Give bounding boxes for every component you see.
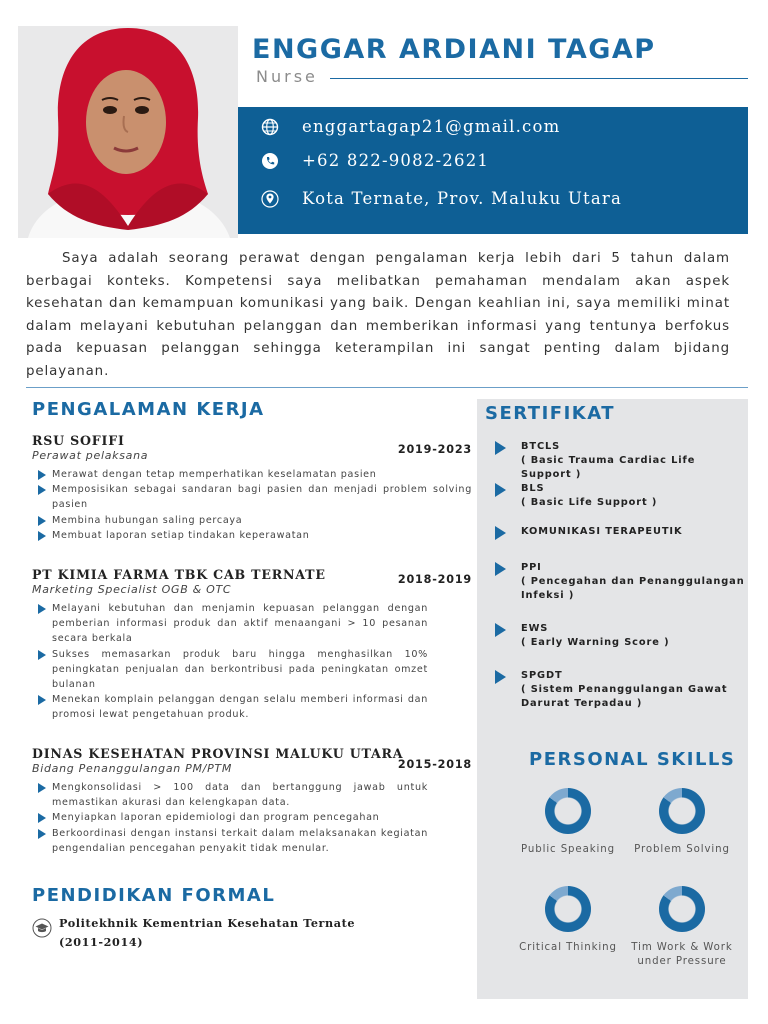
list-item: Merawat dengan tetap memperhatikan keselamatan pasien	[32, 467, 472, 482]
school-name: Politekhnik Kementrian Kesehatan Ternate	[59, 916, 356, 930]
skill-label: Public Speaking	[521, 844, 615, 855]
certificate-item	[495, 669, 745, 711]
certificate-item	[495, 440, 745, 482]
certificate-desc: ( Pencegahan dan Penanggulangan Infeksi )	[521, 576, 745, 601]
arrow-icon	[495, 526, 506, 540]
list-item: Membuat laporan setiap tindakan keperawatan	[32, 528, 472, 543]
job-duties	[32, 780, 428, 856]
job-duties	[32, 601, 428, 723]
list-item: Mengkonsolidasi > 100 data dan bertanggung jawab untuk memastikan akurasi dan kelengkapan data.	[32, 780, 428, 810]
skills-heading: PERSONAL SKILLS	[529, 749, 736, 770]
skill-ring	[659, 788, 705, 834]
certificate-item	[495, 561, 745, 603]
job-company: RSU SOFIFI	[32, 433, 125, 448]
skill-label: Critical Thinking	[519, 942, 617, 953]
certificate-name: PPI	[521, 562, 542, 573]
list-item: Menyiapkan laporan epidemiologi dan program pencegahan	[32, 810, 428, 825]
graduation-cap-icon	[32, 918, 52, 938]
list-item: Berkoordinasi dengan instansi terkait dalam melaksanakan kegiatan pengendalian pencegahan penyakit tidak menular.	[32, 826, 428, 856]
skill-ring	[659, 886, 705, 932]
certificate-item	[495, 482, 745, 510]
certificate-item	[495, 622, 745, 650]
arrow-icon	[495, 483, 506, 497]
job-entry	[32, 433, 472, 543]
certificate-item	[495, 525, 745, 539]
arrow-icon	[495, 441, 506, 455]
job-company: PT KIMIA FARMA TBK CAB TERNATE	[32, 567, 326, 582]
job-role: Perawat pelaksana	[32, 449, 149, 462]
job-years: 2018-2019	[397, 573, 472, 586]
sidebar-panel	[477, 399, 748, 999]
skill-ring	[545, 886, 591, 932]
education-heading: PENDIDIKAN FORMAL	[32, 885, 276, 906]
certificate-name: EWS	[521, 623, 549, 634]
skill-label: Problem Solving	[634, 844, 730, 855]
profile-summary: Saya adalah seorang perawat dengan pengalaman kerja lebih dari 5 tahun dalam berbagai konteks. Kompetensi saya melibatkan pemahaman mendalam akan aspek kesehatan dan kemampuan komunikasi yang baik. Dengan keahlian ini, saya memiliki minat dalam melayani kebutuhan pelanggan dan memberikan informasi yang tentunya berfokus pada kepuasan pelanggan sehingga keterampilan ini sangat penting dalam bjidang pelayanan.	[26, 251, 730, 379]
phone-icon	[260, 151, 280, 171]
arrow-icon	[495, 623, 506, 637]
contact-phone[interactable]	[302, 151, 489, 170]
location-text: Kota Ternate, Prov. Maluku Utara	[302, 189, 623, 208]
certificates-heading: SERTIFIKAT	[485, 403, 616, 424]
skill-item	[617, 788, 747, 857]
job-title: Nurse	[256, 67, 318, 86]
skill-label: Tim Work & Work under Pressure	[631, 942, 733, 967]
location-pin-icon	[260, 189, 280, 209]
certificate-name: BLS	[521, 483, 545, 494]
list-item: Membina hubungan saling percaya	[32, 513, 472, 528]
certificate-desc: ( Basic Trauma Cardiac Life Support )	[521, 455, 696, 480]
job-years: 2019-2023	[397, 443, 472, 456]
job-entry	[32, 567, 472, 723]
job-entry	[32, 746, 472, 856]
job-duties	[32, 467, 472, 543]
job-role: Marketing Specialist OGB & OTC	[32, 583, 232, 596]
certificate-desc: ( Sistem Penanggulangan Gawat Darurat Terpadau )	[521, 684, 728, 709]
page-title: ENGGAR ARDIANI TAGAP	[252, 34, 656, 65]
contact-location	[302, 189, 622, 208]
certificate-name: SPGDT	[521, 670, 563, 681]
list-item: Menekan komplain pelanggan dengan selalu memberi informasi dan promosi lewat pengetahuan produk.	[32, 692, 428, 722]
skill-ring	[545, 788, 591, 834]
certificate-desc: ( Basic Life Support )	[521, 497, 658, 508]
title-divider	[330, 78, 748, 79]
job-company: DINAS KESEHATAN PROVINSI MALUKU UTARA	[32, 746, 404, 761]
skill-item	[617, 886, 747, 969]
job-years: 2015-2018	[397, 758, 472, 771]
globe-icon	[260, 117, 280, 137]
arrow-icon	[495, 670, 506, 684]
phone-text: +62 822-9082-2621	[302, 151, 490, 170]
arrow-icon	[495, 562, 506, 576]
contact-email[interactable]	[302, 117, 560, 136]
list-item: Sukses memasarkan produk baru hingga menghasilkan 10% peningkatan penjualan dan berkontribusi pada peningkatan omzet bulanan	[32, 647, 428, 693]
skill-item	[503, 788, 633, 857]
section-divider	[26, 387, 748, 388]
contact-box	[238, 107, 748, 234]
school-years: (2011-2014)	[59, 935, 144, 949]
profile-photo	[18, 26, 238, 238]
certificate-desc: ( Early Warning Score )	[521, 637, 670, 648]
experience-heading: PENGALAMAN KERJA	[32, 399, 265, 420]
certificate-name: KOMUNIKASI TERAPEUTIK	[521, 526, 683, 537]
list-item: Melayani kebutuhan dan menjamin kepuasan pelanggan dengan pemberian informasi produk dan aktif menaangani > 10 pesanan secara berkala	[32, 601, 428, 647]
skill-item	[503, 886, 633, 955]
email-text: enggartagap21@gmail.com	[302, 117, 561, 136]
list-item: Memposisikan sebagai sandaran bagi pasien dan menjadi problem solving pasien	[32, 482, 472, 512]
job-role: Bidang Penanggulangan PM/PTM	[32, 762, 233, 775]
certificate-name: BTCLS	[521, 441, 561, 452]
education-entry	[32, 914, 452, 952]
